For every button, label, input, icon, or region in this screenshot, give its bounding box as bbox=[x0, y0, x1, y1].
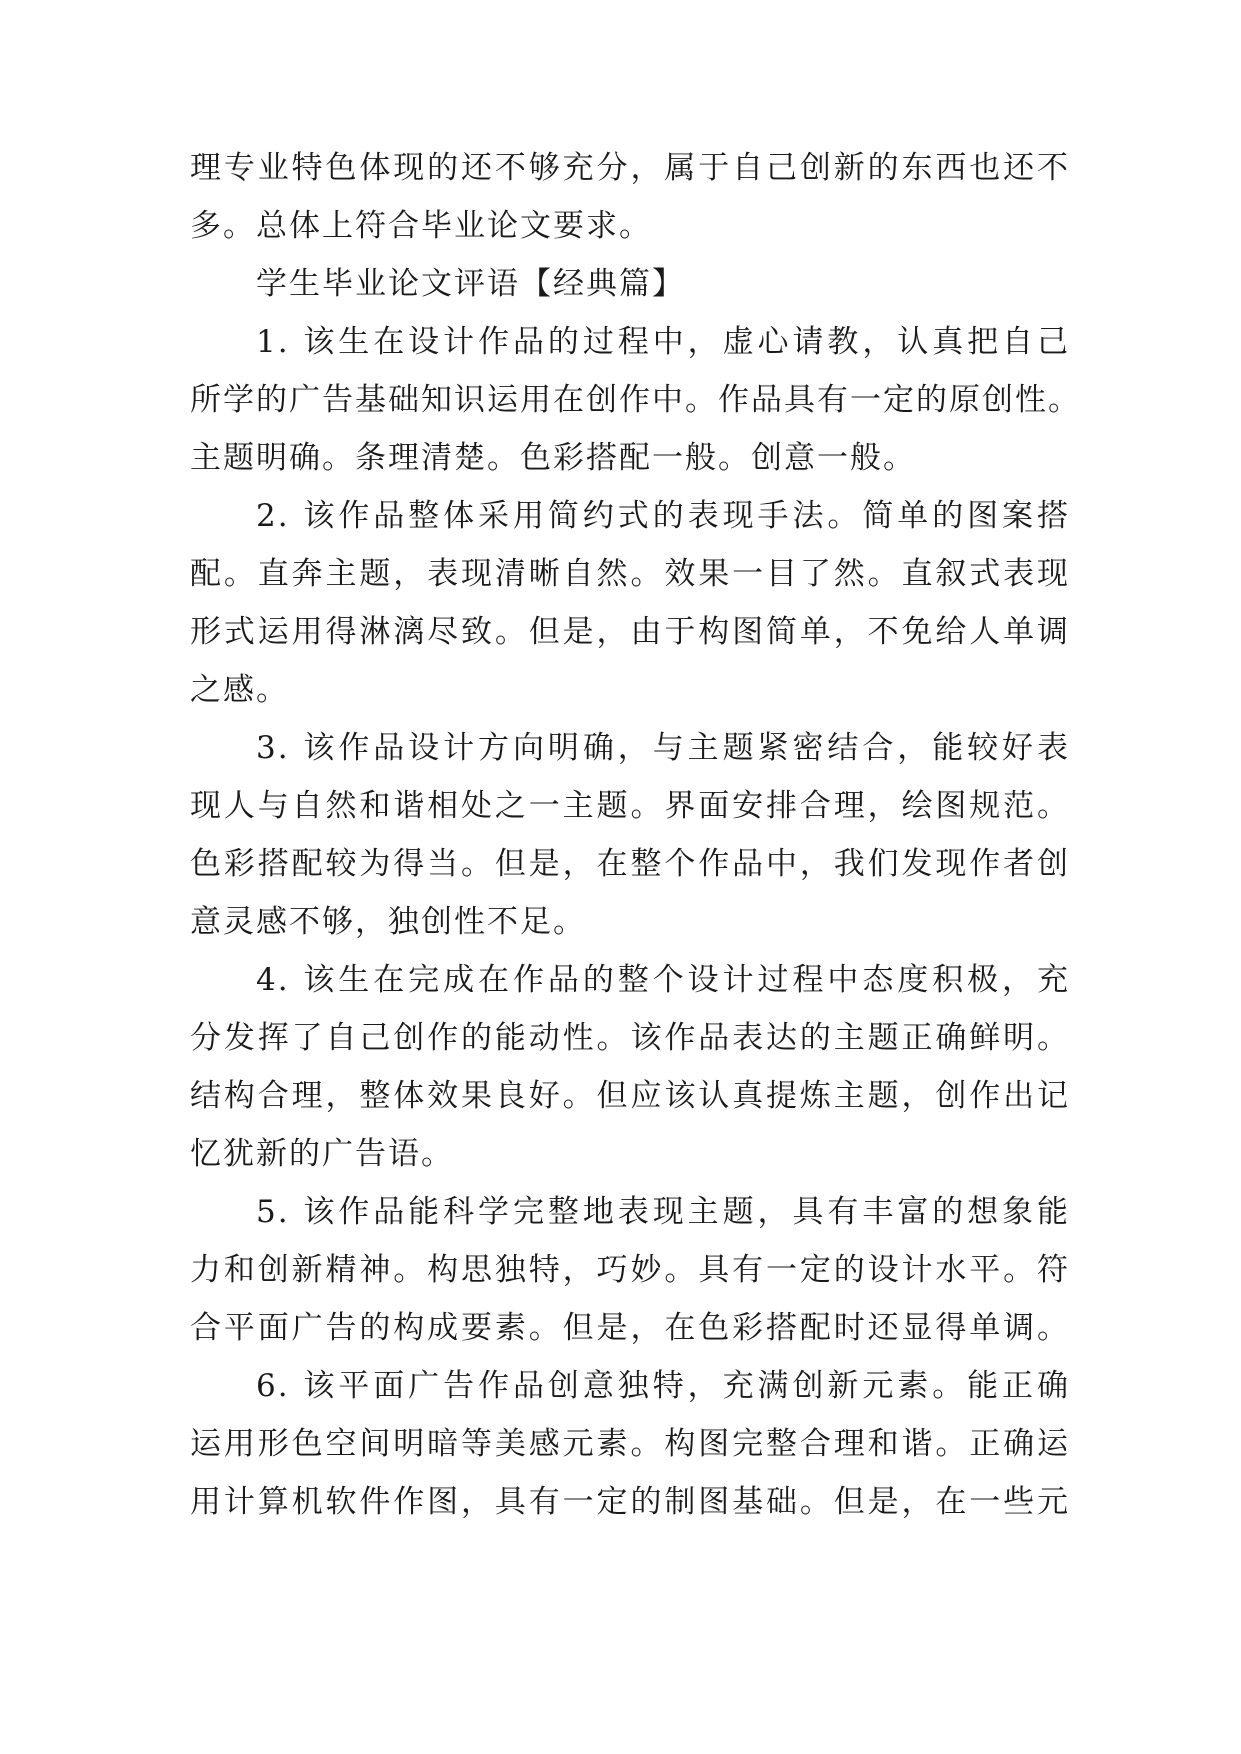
text-line: 5. 该作品能科学完整地表现主题，具有丰富的想象能 bbox=[256, 1194, 1070, 1230]
text-line: 意灵感不够，独创性不足。 bbox=[190, 904, 586, 940]
text-line: 现人与自然和谐相处之一主题。界面安排合理，绘图规范。 bbox=[190, 788, 1070, 824]
text-line: 结构合理，整体效果良好。但应该认真提炼主题，创作出记 bbox=[190, 1078, 1070, 1114]
text-line: 主题明确。条理清楚。色彩搭配一般。创意一般。 bbox=[190, 440, 916, 476]
text-line: 4. 该生在完成在作品的整个设计过程中态度积极，充 bbox=[256, 962, 1070, 998]
text-line: 运用形色空间明暗等美感元素。构图完整合理和谐。正确运 bbox=[190, 1426, 1070, 1462]
text-line: 力和创新精神。构思独特，巧妙。具有一定的设计水平。符 bbox=[190, 1252, 1070, 1288]
text-line: 分发挥了自己创作的能动性。该作品表达的主题正确鲜明。 bbox=[190, 1020, 1070, 1056]
text-line: 2. 该作品整体采用简约式的表现手法。简单的图案搭 bbox=[256, 498, 1070, 534]
text-line: 之感。 bbox=[190, 672, 289, 708]
section-heading: 学生毕业论文评语【经典篇】 bbox=[256, 266, 685, 302]
text-line: 配。直奔主题，表现清晰自然。效果一目了然。直叙式表现 bbox=[190, 556, 1070, 592]
text-line: 合平面广告的构成要素。但是，在色彩搭配时还显得单调。 bbox=[190, 1310, 1070, 1346]
text-line: 3. 该作品设计方向明确，与主题紧密结合，能较好表 bbox=[256, 730, 1070, 766]
text-line: 形式运用得淋漓尽致。但是，由于构图简单，不免给人单调 bbox=[190, 614, 1070, 650]
text-line: 忆犹新的广告语。 bbox=[190, 1136, 454, 1172]
text-line: 理专业特色体现的还不够充分，属于自己创新的东西也还不 bbox=[190, 150, 1070, 186]
text-line: 1. 该生在设计作品的过程中，虚心请教，认真把自己 bbox=[256, 324, 1070, 360]
text-line: 色彩搭配较为得当。但是，在整个作品中，我们发现作者创 bbox=[190, 846, 1070, 882]
text-line: 所学的广告基础知识运用在创作中。作品具有一定的原创性。 bbox=[190, 382, 1081, 418]
text-line: 用计算机软件作图，具有一定的制图基础。但是，在一些元 bbox=[190, 1484, 1070, 1520]
text-line: 6. 该平面广告作品创意独特，充满创新元素。能正确 bbox=[256, 1368, 1070, 1404]
text-line: 多。总体上符合毕业论文要求。 bbox=[190, 208, 652, 244]
